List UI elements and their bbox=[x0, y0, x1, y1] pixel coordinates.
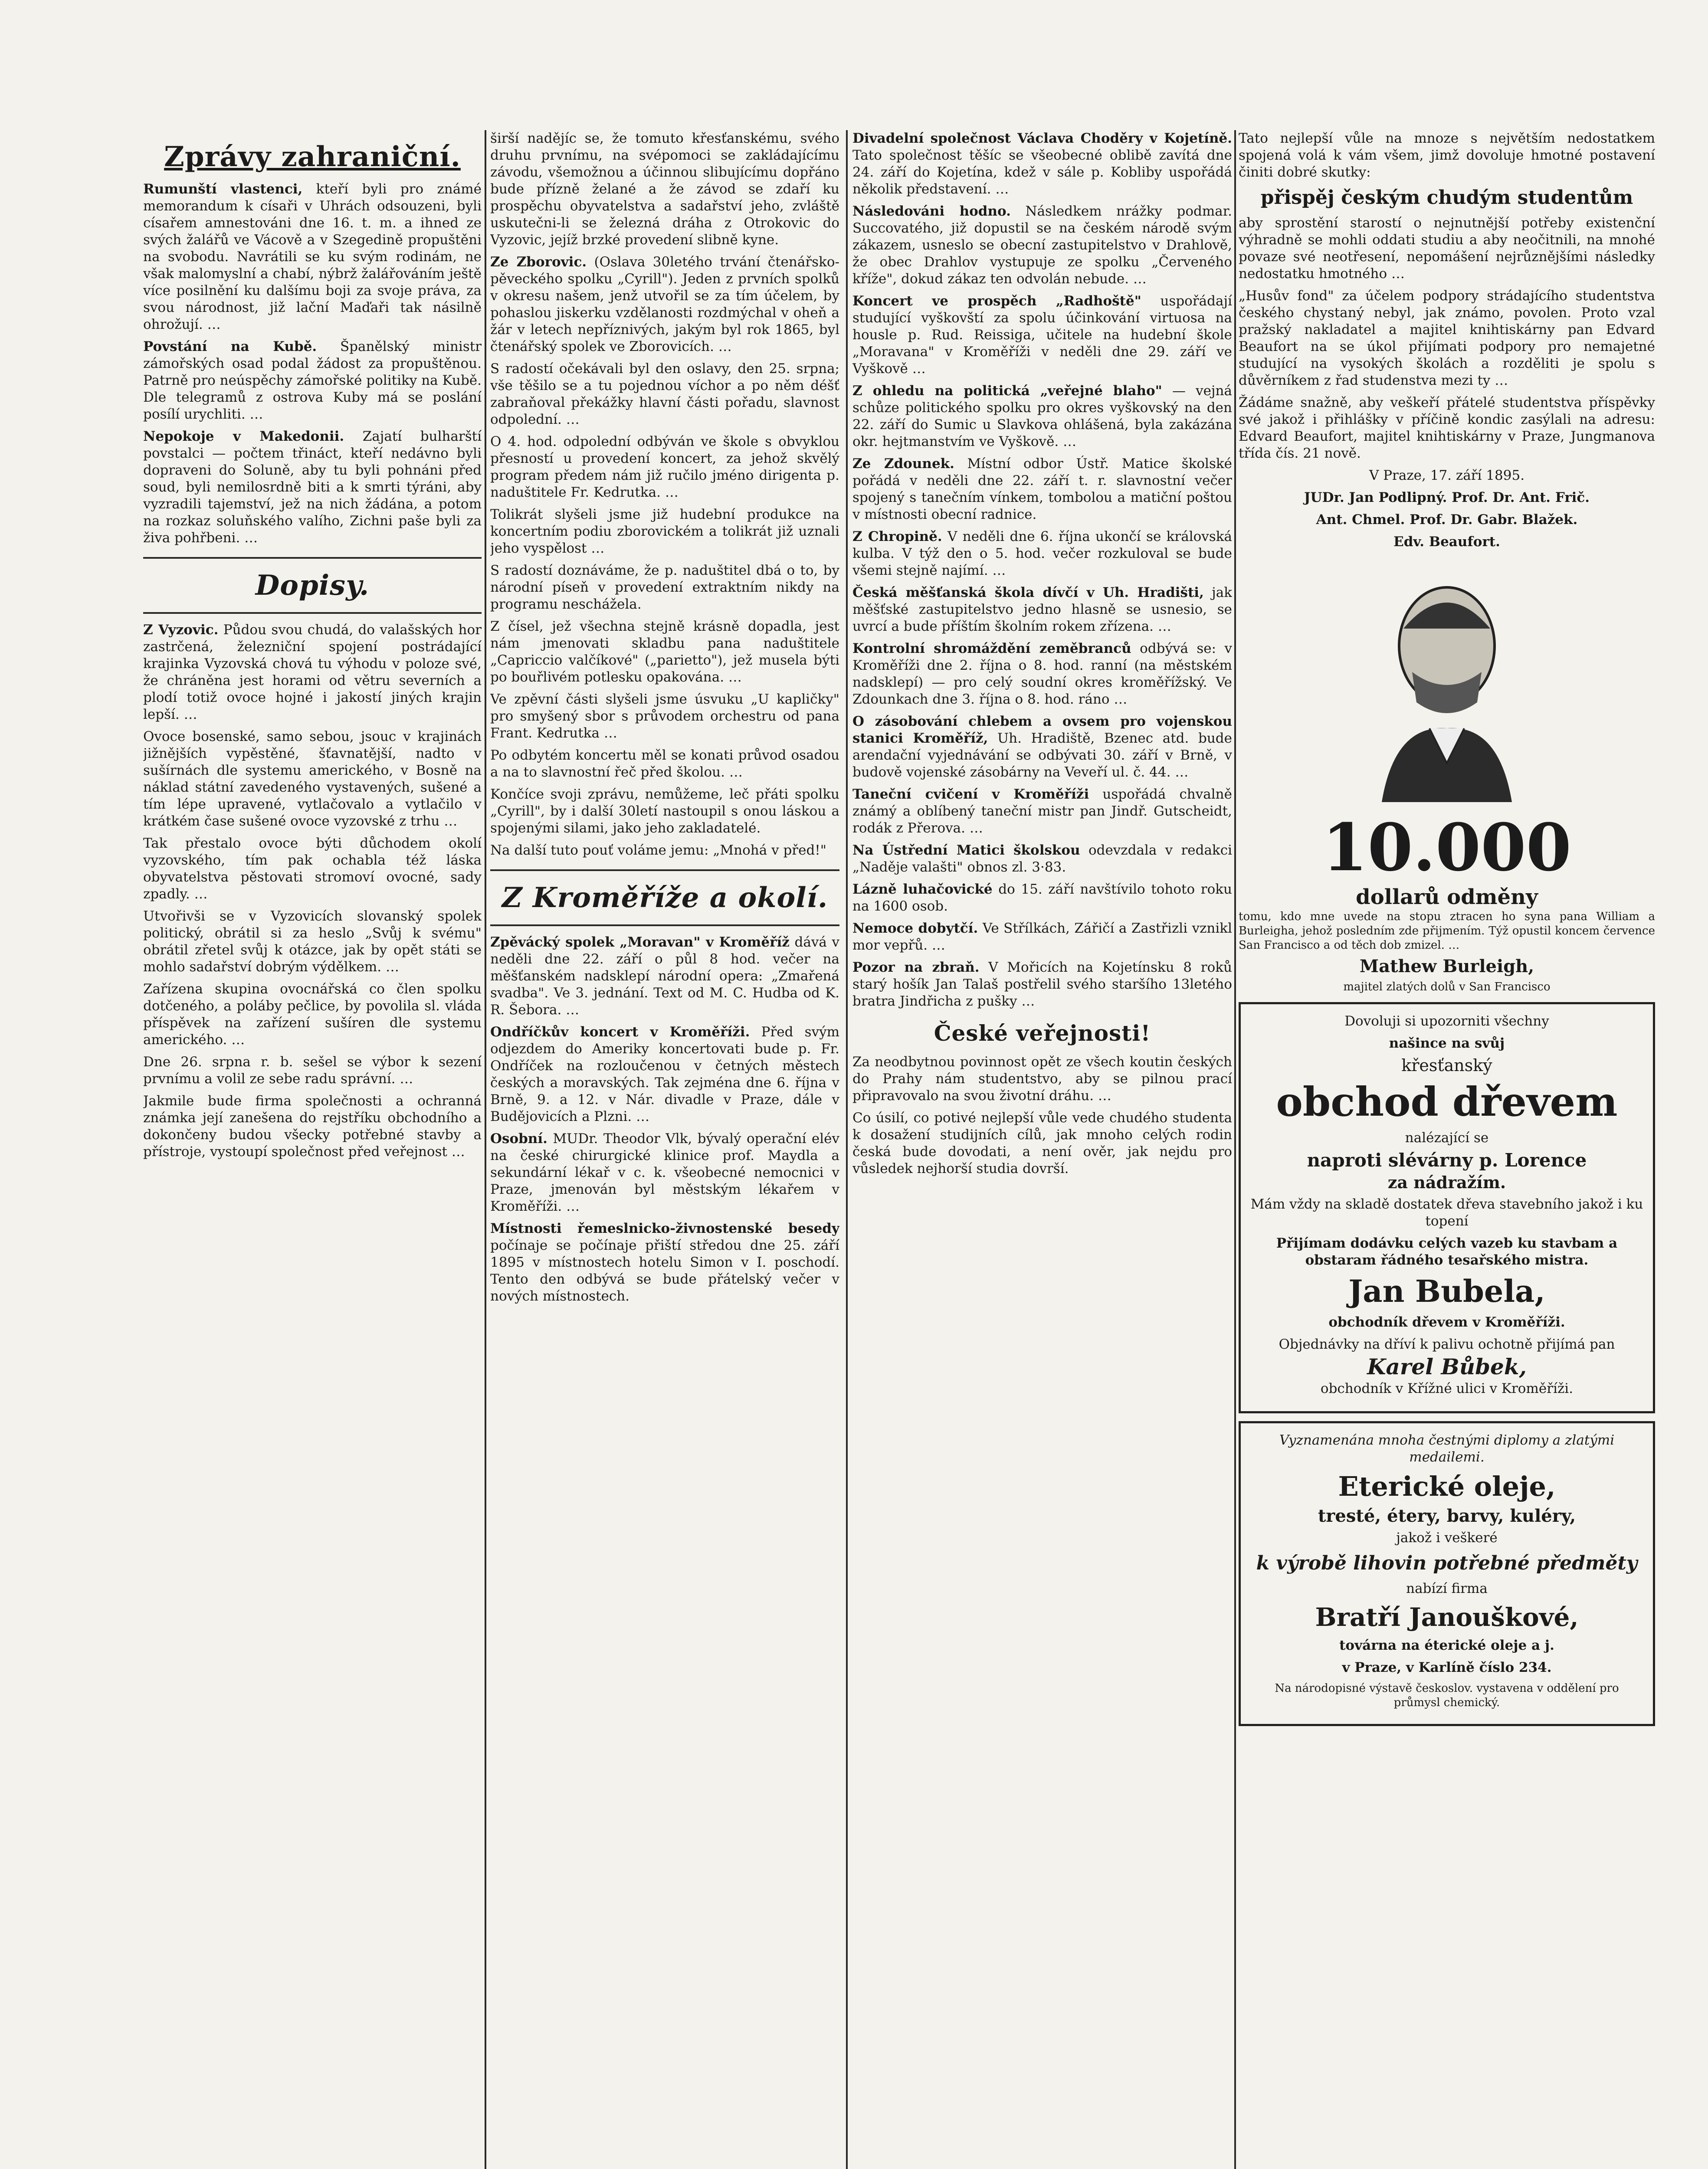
article-paragraph: Dne 26. srpna r. b. sešel se výbor k sezení prvnímu a volil ze sebe radu správní. … bbox=[143, 1054, 482, 1087]
place-date: V Praze, 17. září 1895. bbox=[1369, 468, 1525, 483]
article-paragraph: Z Chropině. V neděli dne 6. října ukončí se královská kulba. V týž den o 5. hod. večer rozkuloval se bude všemi stejně najímí. … bbox=[852, 529, 1232, 578]
ad-line: továrna na éterické oleje a j. bbox=[1339, 1638, 1554, 1653]
article-paragraph: Ve zpěvní části slyšeli jsme úsvuku „U kapličky" pro smyšený sbor s průvodem orchestru od pana Frant. Kedrutka … bbox=[490, 691, 839, 741]
reward-advert bbox=[1239, 811, 1655, 910]
article-paragraph: Tato nejlepší vůle na mnoze s největším nedostatkem spojená volá k vám všem, jimž dovoluje hmotné postavení činiti dobré skutky: bbox=[1239, 131, 1655, 180]
article-paragraph: S radostí očekávali byl den oslavy, den 25. srpna; vše těšilo se a tu pojednou víchor a po něm déšť zabraňoval překážky hlavní části pořadu, slavnost odpolední. … bbox=[490, 361, 839, 427]
article-paragraph: Tak přestalo ovoce býti důchodem okolí vyzovského, tím pak ochabla též láska obyvatelstva pěstovati stromoví ovocné, sady zpadly. … bbox=[143, 835, 482, 902]
article-paragraph: Na další tuto pouť voláme jemu: „Mnohá v před!" bbox=[490, 842, 827, 858]
article-paragraph: Ze Zdounek. Místní odbor Ústř. Matice školské pořádá v neděli dne 22. září t. r. slavnostní večer spojený s tanečním vínkem, tombolou a matiční poštou v místnosti obecní radnice. bbox=[852, 456, 1232, 522]
ad-line: v Praze, v Karlíně číslo 234. bbox=[1342, 1660, 1552, 1675]
column-3 bbox=[852, 130, 1232, 2169]
article-paragraph: Na Ústřední Matici školskou odevzdala v redakci „Naděje valašti" obnos zl. 3·83. bbox=[852, 842, 1232, 875]
article-paragraph: Následováni hodno. Následkem nrážky podmar. Succovatého, již dopustil se na českém národě svým zákazem, usneslo se obecní zastupitelstvo v Drahlově, že obec Drahlov vystupuje ze spolku „Červeného kříže", dokud zákaz ten odvolán nebude. … bbox=[852, 203, 1232, 287]
article-paragraph: Utvořivši se v Vyzovicích slovanský spolek politický, obrátil si za heslo „Svůj k svému" obrátil zřetel svůj k otázce, jak by opět státi se mohlo sadařství dobrým výdělkem. … bbox=[143, 908, 482, 975]
article-paragraph: O 4. hod. odpolední odbýván ve škole s obvyklou přesností u provedení koncert, za jehož skvělý program předem nám již ručilo jméno dirigenta p. naduštitele Fr. Kedrutka. … bbox=[490, 434, 839, 500]
column-2 bbox=[490, 130, 839, 2169]
ad-line: k výrobě lihovin potřebné předměty bbox=[1256, 1552, 1638, 1574]
article-paragraph: Ovoce bosenské, samo sebou, jsouc v krajinách jižnějších vypěstěné, šťavnatější, nadto v sušírnách dle systemu amerického, v Bosně na náklad státní zavedeného vystavených, sušené a tím lépe upravené, vytlačovalo a vytlačilo v krátkém čase sušené ovoce vyzovské z trhu … bbox=[143, 729, 482, 829]
article-paragraph: aby sprostění starostí o nejnutnější potřeby existenční výhradně se mohli oddati studiu a aby neočitnili, na mnohé povaze své neotřesení, nepomášení nejrůznějšími následky nedostatku hmotného … bbox=[1239, 215, 1655, 282]
article-paragraph: Osobní. MUDr. Theodor Vlk, bývalý operační elév na české chirurgické klinice prof. Maydla a sekundární lékař v c. k. všeobecné nemocnici v Praze, jmenován byl městským lékařem v Kroměříži. … bbox=[490, 1131, 839, 1214]
article-paragraph: Rumunští vlastenci, kteří byli pro známé memorandum k císaři v Uhrách odsouzeni, byli císařem amnestováni dne 16. t. m. a ihned ze svých žalářů ve Vácově a v Szegedině propuštěni na svobodu. Navrátili se ku svým rodinám, ne však malomyslní a chabí, nýbrž žalářováním ještě více posilnění ku dalšímu boji za svoje práva, za svou národnost, již lační Maďaři tak násilně ohrožují. … bbox=[143, 181, 482, 332]
ad-line: Dovoluji si upozorniti všechny bbox=[1344, 1013, 1549, 1029]
article-paragraph: Po odbytém koncertu měl se konati průvod osadou a na to slavnostní řeč před školou. … bbox=[490, 747, 839, 780]
article-paragraph: Za neodbytnou povinnost opět ze všech koutin českých do Prahy nám studentstvo, aby se pilnou prací připravovalo na svou životní dráhu. … bbox=[852, 1054, 1232, 1104]
section-divider bbox=[143, 557, 482, 559]
ad-line: tresté, étery, barvy, kuléry, bbox=[1318, 1506, 1576, 1526]
article-paragraph: Zpěvácký spolek „Moravan" v Kroměříž dává v neděli dne 22. září o půl 8 hod. večer na měšťanském nadsklepí národní opera: „Zmařená svadba". Ve 3. jednání. Text od M. C. Hudba od K. R. Šebora. … bbox=[490, 934, 839, 1018]
appeal-headline: přispěj českým chudým studentům bbox=[1260, 187, 1633, 209]
ad-line: Na národopisné výstavě českoslov. vystavena v oddělení pro průmysl chemický. bbox=[1275, 1682, 1619, 1709]
column-rule bbox=[485, 130, 486, 2169]
ad-line: nabízí firma bbox=[1406, 1581, 1488, 1596]
article-paragraph: Nemoce dobytčí. Ve Střílkách, Zářičí a Zastřizli vznikl mor vepřů. … bbox=[852, 921, 1232, 953]
ad-line: křesťanský bbox=[1401, 1056, 1492, 1075]
ad-line: Přijímam dodávku celých vazeb ku stavbam a obstaram řádného tesařského mistra. bbox=[1276, 1235, 1618, 1268]
newspaper-page bbox=[17, 0, 1691, 2169]
article-paragraph: S radostí doznáváme, že p. naduštitel dbá o to, by národní píseň v provedení extraktním nikdy na programu neschážela. bbox=[490, 563, 839, 612]
ad-line: Mám vždy na skladě dostatek dřeva stavebního jakož i ku topení bbox=[1250, 1196, 1643, 1229]
article-paragraph: Zařízena skupina ovocnářská co člen spolku dotčeného, a poláby pečlice, by povolila sl. vláda příspěvek na zařízení sušíren dle systemu amerického. … bbox=[143, 981, 482, 1048]
article-paragraph: Co úsilí, co potivé nejlepší vůle vede chudého studenta k dosažení studijních cílů, jak mnoho celých rodin česká bude dovodati, a není ověr, jak nejdu pro vůsledek nejhorší studia dovrší. bbox=[852, 1110, 1232, 1176]
article-paragraph: Povstání na Kubě. Španělský ministr zámořských osad podal žádost za propuštěnou. Patrně pro neúspěchy zámořské politiky na Kubě. Dle telegramů z ostrova Kuby má se poslání posílí urychliti. … bbox=[143, 339, 482, 422]
ad-name: Jan Bubela, bbox=[1348, 1273, 1545, 1309]
column-1 bbox=[143, 130, 482, 2169]
ad-line: naproti slévárny p. Lorence bbox=[1307, 1150, 1587, 1171]
column-rule bbox=[1234, 130, 1236, 2169]
signatories: Edv. Beaufort. bbox=[1393, 534, 1500, 550]
ad-line: obchodník v Křížné ulici v Kroměříži. bbox=[1320, 1381, 1574, 1396]
article-paragraph: Tolikrát slyšeli jsme již hudební produkce na koncertním podiu zborovickém a tolikrát již uznali jeho vyspělost … bbox=[490, 507, 839, 556]
signatories: JUDr. Jan Podlipný. Prof. Dr. Ant. Frič. bbox=[1304, 490, 1590, 505]
article-paragraph: Kontrolní shromáždění zeměbranců odbývá se: v Kroměříži dne 2. října o 8. hod. ranní (na městském nadsklepí) — pro celý soudní okres kroměřížský. Ve Zdounkach dne 3. října o 8. hod. ráno … bbox=[852, 641, 1232, 707]
section-divider bbox=[490, 869, 839, 871]
section-heading-letters: Dopisy. bbox=[255, 569, 370, 602]
section-heading-foreign-news: Zprávy zahraniční. bbox=[164, 141, 461, 173]
article-paragraph: „Husův fond" za účelem podpory strádajícího studentstva českého chystaný nebyl, jak známo, povolen. Proto vzal pražský nakladatel a majitel knihtiskárny pan Edvard Beaufort na se úkol přijímati podpory pro nemajetné studující na vysokých školách a rozděliti je spolu s důvěrníkem z řad studenstva mezi ty … bbox=[1239, 288, 1655, 388]
ad-line: našince na svůj bbox=[1389, 1035, 1505, 1051]
section-heading-kromeriz: Z Kroměříže a okolí. bbox=[502, 881, 828, 914]
ad-line: nalézající se bbox=[1405, 1130, 1489, 1146]
wood-shop-advert bbox=[1239, 1002, 1655, 1413]
reward-text: tomu, kdo mne uvede na stopu ztracen ho syna pana William a Burleigha, jehož posledním zde přijmením. Týž opustil koncem července San Francisco a od těch dob zmizel. … bbox=[1239, 910, 1655, 952]
appeal-heading: České veřejnosti! bbox=[934, 1020, 1151, 1046]
column-4 bbox=[1239, 130, 1655, 2169]
reward-amount: 10.000 bbox=[1322, 809, 1572, 886]
portrait-engraving bbox=[1356, 559, 1538, 802]
section-divider bbox=[143, 612, 482, 614]
section-divider bbox=[490, 924, 839, 926]
article-paragraph: Divadelní společnost Václava Choděry v Kojetíně. Tato společnost těšíc se všeobecné oblibě zavítá dne 24. září do Kojetína, kdež v sále p. Kobliby uspořádá několik představení. … bbox=[852, 131, 1232, 197]
ad-line: Vyznamenána mnoha čestnými diplomy a zlatými medailemi. bbox=[1279, 1432, 1615, 1465]
article-paragraph: Místnosti řemeslnicko-živnostenské besedy počínaje se počínaje přiští středou dne 25. září 1895 v místnostech hotelu Simon v I. poschodí. Tento den odbývá se bude přátelský večer v nových místnostech. bbox=[490, 1221, 839, 1304]
ad-line: obchodník dřevem v Kroměříži. bbox=[1328, 1314, 1565, 1330]
article-paragraph: Lázně luhačovické do 15. září navštívilo tohoto roku na 1600 osob. bbox=[852, 881, 1232, 914]
article-paragraph: O zásobování chlebem a ovsem pro vojenskou stanici Kroměříž, Uh. Hradiště, Bzenec atd. bude arendační vyjednávání se odbývati 30. září v Brně, v budově vojenské zásobárny na Veveří ul. č. 44. … bbox=[852, 714, 1232, 780]
article-paragraph: Jakmile bude firma společnosti a ochranná známka její zanešena do rejstříku obchodního a dokončeny budou všecky potřebné stavby a přístroje, vystoupí společnost před veřejnost … bbox=[143, 1093, 482, 1160]
ad-name: Bratří Janouškové, bbox=[1315, 1602, 1579, 1632]
article-paragraph: Nepokoje v Makedonii. Zajatí bulharští povstalci — počtem třináct, kteří nedávno byli dopraveni do Soluně, aby tu byli pohnáni před soud, byli nemilosrdně biti a k smrti týráni, aby vyzradili tajemství, jež na nich žádána, a potom na rozkaz soluňského valího, Zichni paše byli za živa pohřbeni. … bbox=[143, 429, 482, 546]
ad-title: obchod dřevem bbox=[1276, 1078, 1618, 1125]
article-paragraph: Pozor na zbraň. V Mořicích na Kojetínsku 8 roků starý hošík Jan Talaš postřelil svého staršího 13letého bratra Jindřicha z pušky … bbox=[852, 960, 1232, 1009]
article-paragraph: Končíce svoji zprávu, nemůžeme, leč přáti spolku „Cyrill", by i další 30letí nastoupil s onou láskou a spojenými silami, jako jeho zakladatelé. bbox=[490, 786, 839, 836]
article-paragraph: Koncert ve prospěch „Radhoště" uspořádají studující vyškovští za spolu účinkování virtuosa na housle p. Rud. Reissiga, učitele na hudební škole „Moravana" v Kroměříži v neděli dne 29. září ve Vyškově … bbox=[852, 293, 1232, 377]
article-paragraph: Z Vyzovic. Půdou svou chudá, do valašských hor zastrčená, železniční spojení postrádající krajinka Vyzovská chová tu výhodu v poloze své, že chráněna jest horami od větru severních a plodí totiž ovoce hojné i jakostí jiných krajin lepší. … bbox=[143, 622, 482, 722]
reward-label: dollarů odměny bbox=[1356, 885, 1538, 909]
article-paragraph: širší nadějíc se, že tomuto křesťanskému, svého druhu prvnímu, na svépomoci se zakládajícímu závodu, všemožnou a účinnou slibujícímu dopřáno bude přízně želané a že závod se zdaří ku prospěchu obyvatelstva a sadařství jeho, zvláště uskutečni-li se železná dráha z Otrokovic do Vyzovic, jejíž brzké provedení slibně kyne. bbox=[490, 131, 839, 248]
article-paragraph: Česká měšťanská škola dívčí v Uh. Hradišti, jak měšťské zastupitelstvo jedno hlasně se usnesio, se uvrcí a bude příštím školním rokem zřízena. … bbox=[852, 585, 1232, 634]
ad-line: za nádražím. bbox=[1387, 1173, 1506, 1192]
essential-oils-advert bbox=[1239, 1421, 1655, 1726]
ad-line: Objednávky na dříví k palivu ochotně přijímá pan bbox=[1279, 1337, 1615, 1352]
ad-line: jakož i veškeré bbox=[1396, 1530, 1498, 1546]
column-rule bbox=[846, 130, 848, 2169]
article-paragraph: Z ohledu na politická „veřejné blaho" — vejná schůze politického spolku pro okres vyškovský na den 22. září do Sumic u Slavkova ohlášená, byla zakázána okr. hejtmanstvím ve Vyškově. … bbox=[852, 383, 1232, 449]
reward-signature-sub: majitel zlatých dolů v San Francisco bbox=[1343, 980, 1551, 993]
article-paragraph: Taneční cvičení v Kroměříži uspořádá chvalně známý a oblíbený taneční mistr pan Jindř. Gutscheidt, rodák z Přerova. … bbox=[852, 786, 1232, 836]
article-paragraph: Z čísel, jež všechna stejně krásně dopadla, jest nám jmenovati skladbu pana naduštitele „Capriccio valčíkové" („parietto"), jež musela býti po bouřlivém potlesku opakována. … bbox=[490, 619, 839, 685]
ad-name: Karel Bůbek, bbox=[1367, 1354, 1527, 1379]
article-paragraph: Žádáme snažně, aby veškeří přátelé studentstva příspěvky své jakož i přihlášky v příčině kondic zasýlali na adresu: Edvard Beaufort, majitel knihtiskárny v Praze, Jungmanova třída čís. 21 nově. bbox=[1239, 395, 1655, 461]
signatories: Ant. Chmel. Prof. Dr. Gabr. Blažek. bbox=[1316, 512, 1578, 528]
article-paragraph: Ondříčkův koncert v Kroměříži. Před svým odjezdem do Ameriky koncertovati bude p. Fr. Ondříček na rozloučenou v četných městech českých a moravských. Tak zejména dne 6. října v Brně, 9. a 12. v Nár. divadle v Praze, dále v Budějovicích a Plzni. … bbox=[490, 1024, 839, 1124]
article-paragraph: Ze Zborovic. (Oslava 30letého trvání čtenářsko-pěveckého spolku „Cyrill"). Jeden z prvních spolků v okresu našem, jenž utvořil se za tím účelem, by pohaslou jiskerku vzdělanosti rozdmýchal v oheň a žár v letech nepříznivých, jakým byl rok 1865, byl čtenářský spolek ve Zborovicích. … bbox=[490, 254, 839, 354]
reward-signature: Mathew Burleigh, bbox=[1359, 956, 1534, 976]
ad-title: Eterické oleje, bbox=[1338, 1471, 1556, 1502]
